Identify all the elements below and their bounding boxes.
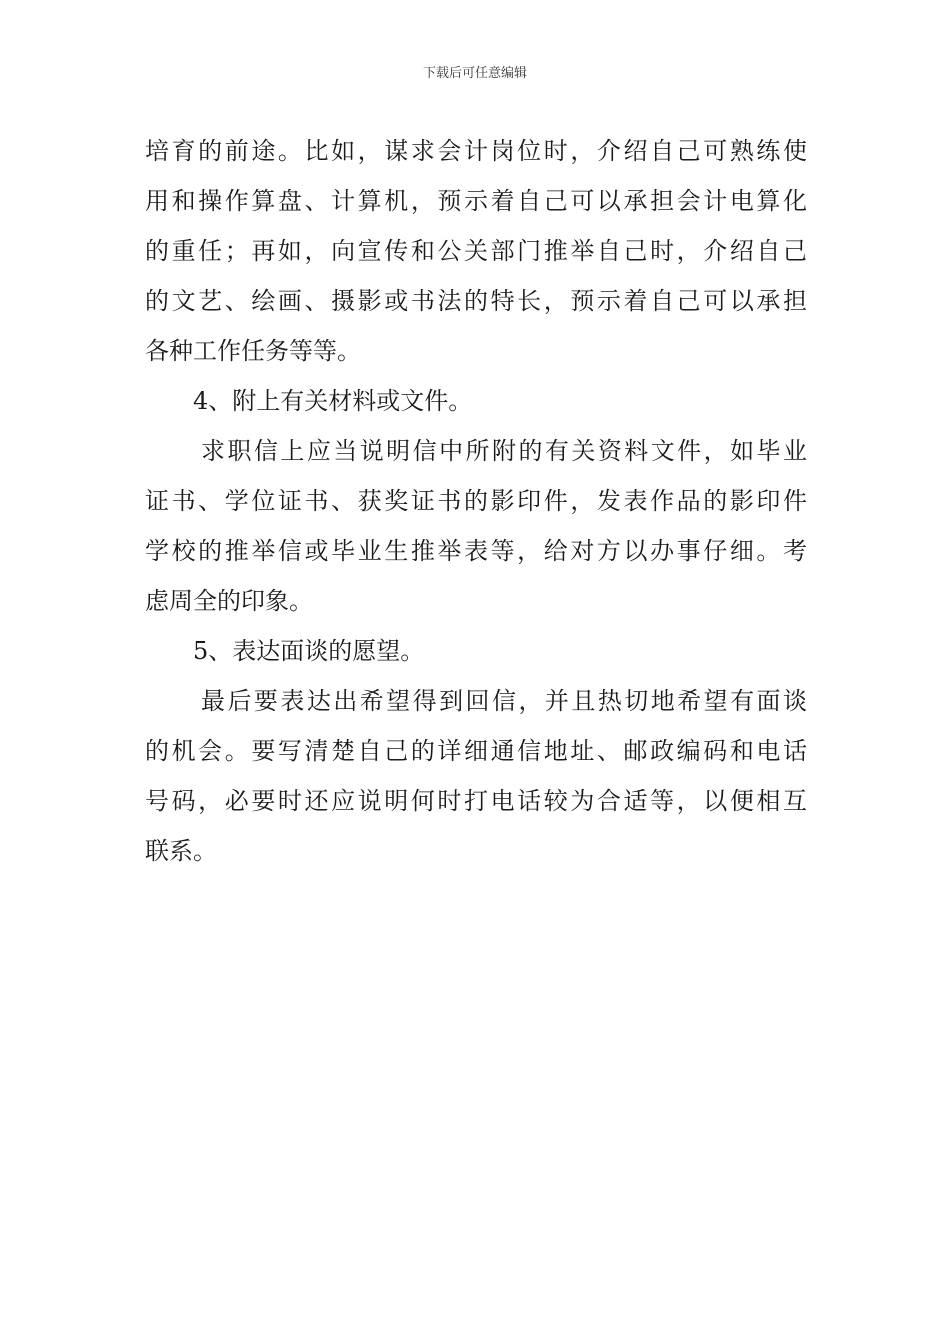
- paragraph-line: 培育的前途。比如，谋求会计岗位时，介绍自己可熟练使: [145, 137, 807, 165]
- paragraph-line: 的文艺、绘画、摄影或书法的特长，预示着自己可以承担: [145, 287, 807, 315]
- paragraph-line: 的重任；再如，向宣传和公关部门推举自己时，介绍自己: [145, 237, 807, 265]
- paragraph-line: 虑周全的印象。: [145, 587, 313, 615]
- paragraph-line: 最后要表达出希望得到回信，并且热切地希望有面谈: [201, 687, 807, 715]
- body-text: [145, 126, 807, 876]
- paragraph-line: 号码，必要时还应说明何时打电话较为合适等，以便相互: [145, 787, 807, 815]
- section-heading: 5、表达面谈的愿望。: [193, 637, 425, 665]
- paragraph-line: 各种工作任务等等。: [145, 337, 361, 365]
- section-heading: 4、附上有关材料或文件。: [193, 387, 473, 415]
- paragraph-line: 求职信上应当说明信中所附的有关资料文件，如毕业: [201, 437, 807, 465]
- paragraph-line: 用和操作算盘、计算机，预示着自己可以承担会计电算化: [145, 187, 807, 215]
- page-header: 下载后可任意编辑: [422, 66, 527, 81]
- paragraph-line: 证书、学位证书、获奖证书的影印件，发表作品的影印件: [145, 487, 807, 515]
- paragraph-line: 的机会。要写清楚自己的详细通信地址、邮政编码和电话: [145, 737, 807, 765]
- paragraph-line: 学校的推举信或毕业生推举表等，给对方以办事仔细。考: [145, 537, 807, 565]
- paragraph-line: 联系。: [145, 837, 217, 865]
